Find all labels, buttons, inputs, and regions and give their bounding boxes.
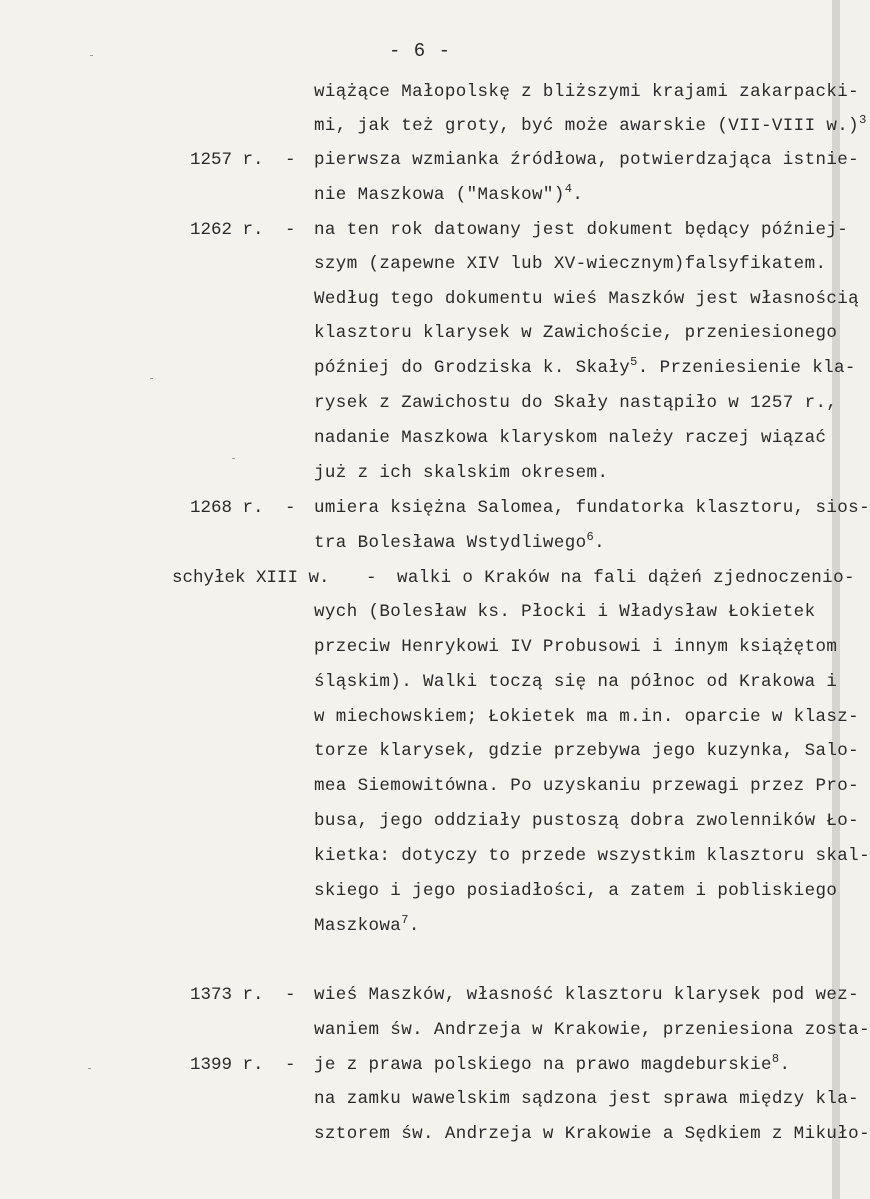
scan-speck bbox=[90, 55, 93, 56]
text-line: już z ich skalskim okresem. bbox=[314, 463, 609, 483]
footnote-ref: 7 bbox=[401, 913, 409, 927]
footnote-ref: 3 bbox=[859, 113, 867, 127]
entry-year: 1257 r. bbox=[190, 150, 264, 170]
text-line: nie Maszkowa ("Maskow")$^4$. bbox=[314, 182, 584, 205]
entry-dash: - bbox=[285, 985, 296, 1005]
scan-speck bbox=[150, 378, 153, 379]
text-line: Maszkowa$^7$. bbox=[314, 913, 420, 936]
footnote-ref: 5 bbox=[630, 355, 638, 369]
text-line: wiążące Małopolskę z bliższymi krajami zakarpacki- bbox=[314, 82, 860, 102]
text-line: szym (zapewne XIV lub XV-wiecznym)falsyfikatem. bbox=[314, 254, 827, 274]
entry-year: 1399 r. bbox=[190, 1055, 264, 1075]
scan-speck bbox=[232, 458, 235, 459]
text-line: kietka: dotyczy to przede wszystkim klasztoru skal- bbox=[314, 846, 870, 866]
text-line: na zamku wawelskim sądzona jest sprawa między kla- bbox=[314, 1089, 860, 1109]
text-line: rysek z Zawichostu do Skały nastąpiło w 1257 r., bbox=[314, 393, 838, 413]
page-number: - 6 - bbox=[388, 40, 451, 62]
text-line: nadanie Maszkowa klaryskom należy raczej wiązać bbox=[314, 428, 827, 448]
text-line: pierwsza wzmianka źródłowa, potwierdzająca istnie- bbox=[314, 150, 860, 170]
footnote-ref: 4 bbox=[564, 182, 573, 196]
entry-dash: - bbox=[366, 568, 377, 588]
text-line: torze klarysek, gdzie przebywa jego kuzynka, Salo- bbox=[314, 741, 860, 761]
text-line: tra Bolesława Wstydliwego$^6$. bbox=[314, 530, 606, 553]
text-line: później do Grodziska k. Skały$^5$. Przeniesienie kla- bbox=[314, 355, 856, 378]
text-line: skiego i jego posiadłości, a zatem i pobliskiego bbox=[314, 881, 838, 901]
text-line: sztorem św. Andrzeja w Krakowie a Sędkiem z Mikuło- bbox=[314, 1124, 870, 1144]
entry-dash: - bbox=[285, 220, 296, 240]
entry-year: 1262 r. bbox=[190, 220, 264, 240]
entry-year: 1268 r. bbox=[190, 498, 264, 518]
entry-year: schyłek XIII w. bbox=[172, 568, 330, 588]
footnote-ref: 8 bbox=[771, 1052, 780, 1066]
text-line: śląskim). Walki toczą się na północ od Krakowa i bbox=[314, 672, 838, 692]
text-line: na ten rok datowany jest dokument będący później- bbox=[314, 220, 849, 240]
text-line: je z prawa polskiego na prawo magdeburskie$^8$. bbox=[314, 1052, 791, 1075]
text-line: wych (Bolesław ks. Płocki i Władysław Łokietek bbox=[314, 602, 816, 622]
text-line: mea Siemowitówna. Po uzyskaniu przewagi przez Pro- bbox=[314, 776, 860, 796]
text-line: umiera księżna Salomea, fundatorka klasztoru, sios- bbox=[314, 498, 870, 518]
entry-dash: - bbox=[285, 150, 296, 170]
scan-speck bbox=[88, 1068, 91, 1069]
text-line: walki o Kraków na fali dążeń zjednoczenio- bbox=[397, 568, 855, 588]
entry-year: 1373 r. bbox=[190, 985, 264, 1005]
entry-dash: - bbox=[285, 498, 296, 518]
text-line: Według tego dokumentu wieś Maszków jest własnością bbox=[314, 289, 860, 309]
text-line: busa, jego oddziały pustoszą dobra zwolenników Ło- bbox=[314, 811, 860, 831]
text-line: wieś Maszków, własność klasztoru klarysek pod wez- bbox=[314, 985, 860, 1005]
text-line: waniem św. Andrzeja w Krakowie, przeniesiona zosta- bbox=[314, 1020, 870, 1040]
text-line: przeciw Henrykowi IV Probusowi i innym książętom bbox=[314, 637, 838, 657]
text-line: mi, jak też groty, być może awarskie (VII-VIII w.)$^3$ bbox=[314, 113, 867, 136]
text-line: w miechowskiem; Łokietek ma m.in. oparcie w klasz- bbox=[314, 707, 860, 727]
entry-dash: - bbox=[285, 1055, 296, 1075]
footnote-ref: 6 bbox=[586, 530, 595, 544]
text-line: klasztoru klarysek w Zawichoście, przeniesionego bbox=[314, 323, 838, 343]
